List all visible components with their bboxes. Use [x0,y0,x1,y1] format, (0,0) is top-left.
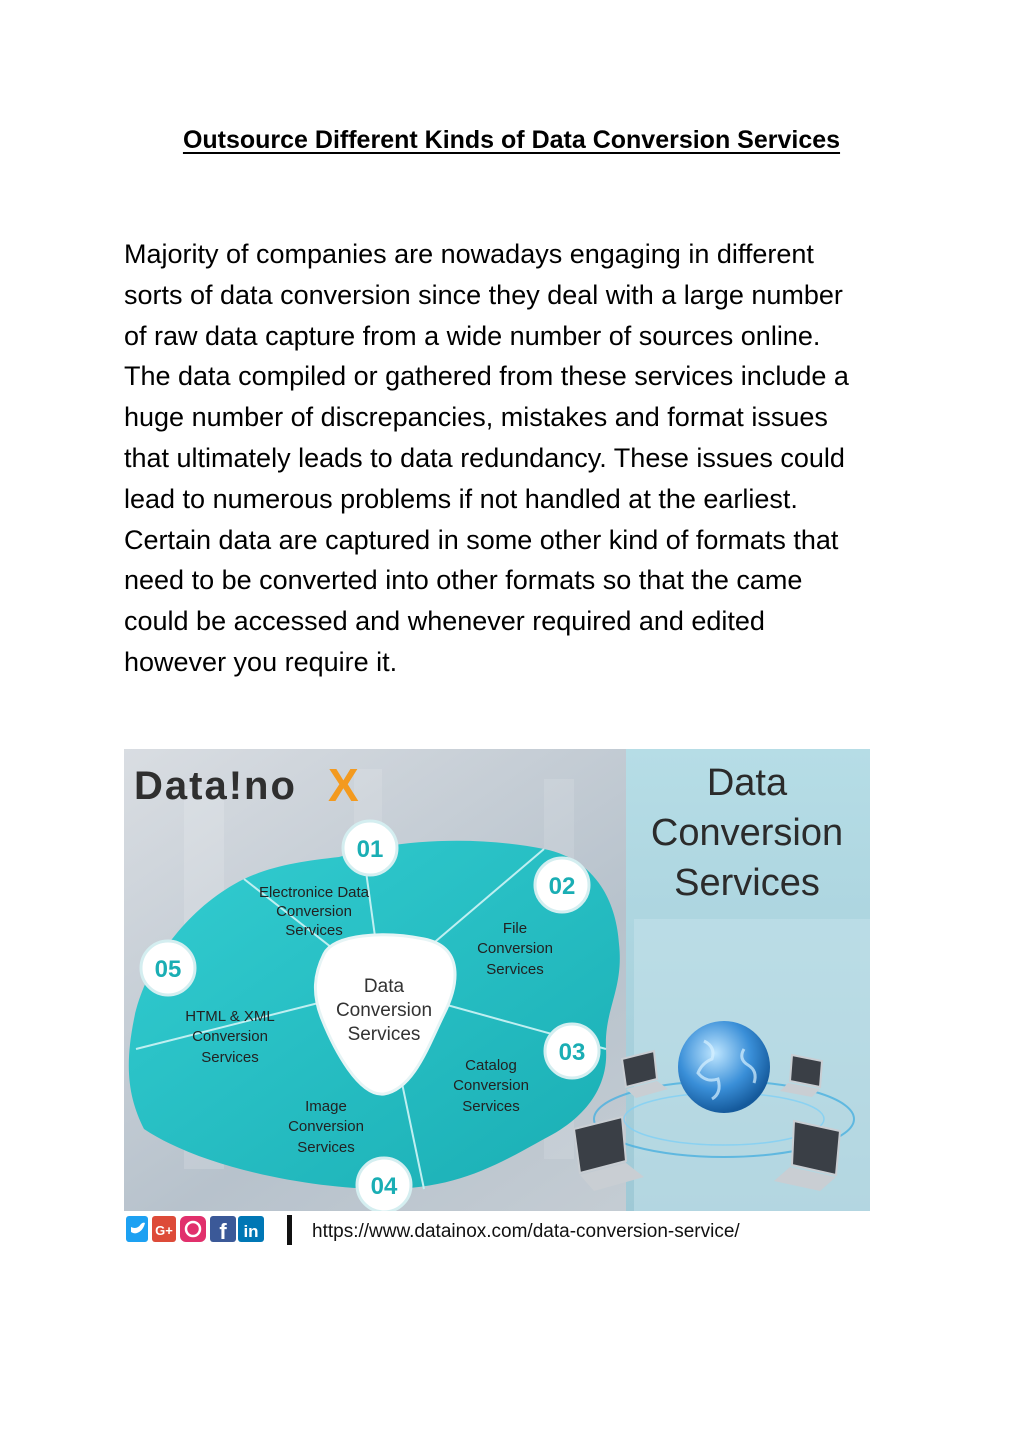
step-01-line: Services [285,922,343,939]
center-line: Services [347,1024,421,1045]
step-03-number: 03 [558,1039,586,1066]
paragraph-line: lead to numerous problems if not handled at the earliest. [124,483,798,514]
step-02-number: 02 [548,873,576,900]
step-02-line: Conversion [477,940,553,957]
step-05-line: Services [201,1049,259,1066]
step-05-line: Conversion [192,1028,268,1045]
center-line: Conversion [335,1000,433,1021]
logo-x: X [328,759,359,811]
heading-line: Data [706,762,788,804]
facebook-glyph: f [219,1219,227,1244]
instagram-icon [180,1216,206,1242]
step-01-line: Conversion [276,903,352,920]
step-02-line: Services [486,961,544,978]
laptop-screen [790,1055,822,1087]
step-03-line: Services [462,1098,520,1115]
paragraph-line: huge number of discrepancies, mistakes and format issues [124,402,828,433]
social-icons [126,1216,264,1244]
laptop-screen [792,1121,840,1175]
paragraph-line: need to be converted into other formats so that the came [124,565,803,596]
step-04-line: Services [297,1139,355,1156]
step-01-number: 01 [356,836,384,863]
paragraph-line: sorts of data conversion since they deal with a large number [124,279,843,310]
logo-text: Data!no [134,764,297,808]
document-title: Outsource Different Kinds of Data Conversion Services [182,126,841,154]
step-03-line: Catalog [465,1057,517,1074]
footer-divider [287,1215,292,1245]
center-line: Data [363,976,405,997]
data-conversion-infographic [124,749,870,1247]
heading-line: Services [674,862,820,904]
linkedin-glyph: in [243,1222,259,1241]
step-05-line: HTML & XML [185,1008,275,1025]
paragraph-line: could be accessed and whenever required and edited [124,606,765,637]
paragraph-line: however you require it. [124,646,398,677]
paragraph-line: Certain data are captured in some other kind of formats that [124,524,839,555]
globe-icon [678,1021,770,1113]
step-01-line: Electronice Data [258,884,370,901]
paragraph-line: The data compiled or gathered from these services include a [124,361,849,392]
step-05-number: 05 [154,956,182,983]
step-02-line: File [502,920,528,937]
footer-url: https://www.datainox.com/data-conversion-service/ [312,1221,740,1242]
paragraph-line: Majority of companies are nowadays engaging in different [124,239,814,269]
step-03-line: Conversion [453,1077,529,1094]
step-04-line: Conversion [288,1118,364,1135]
paragraph-line: of raw data capture from a wide number of sources online. [124,320,821,351]
step-04-number: 04 [370,1173,398,1200]
step-04-line: Image [305,1098,347,1115]
google-plus-glyph: G+ [155,1223,173,1238]
body-paragraph [124,234,904,683]
infographic-svg [124,749,870,1247]
heading-line: Conversion [650,812,844,854]
paragraph-line: that ultimately leads to data redundancy. These issues could [124,442,845,473]
